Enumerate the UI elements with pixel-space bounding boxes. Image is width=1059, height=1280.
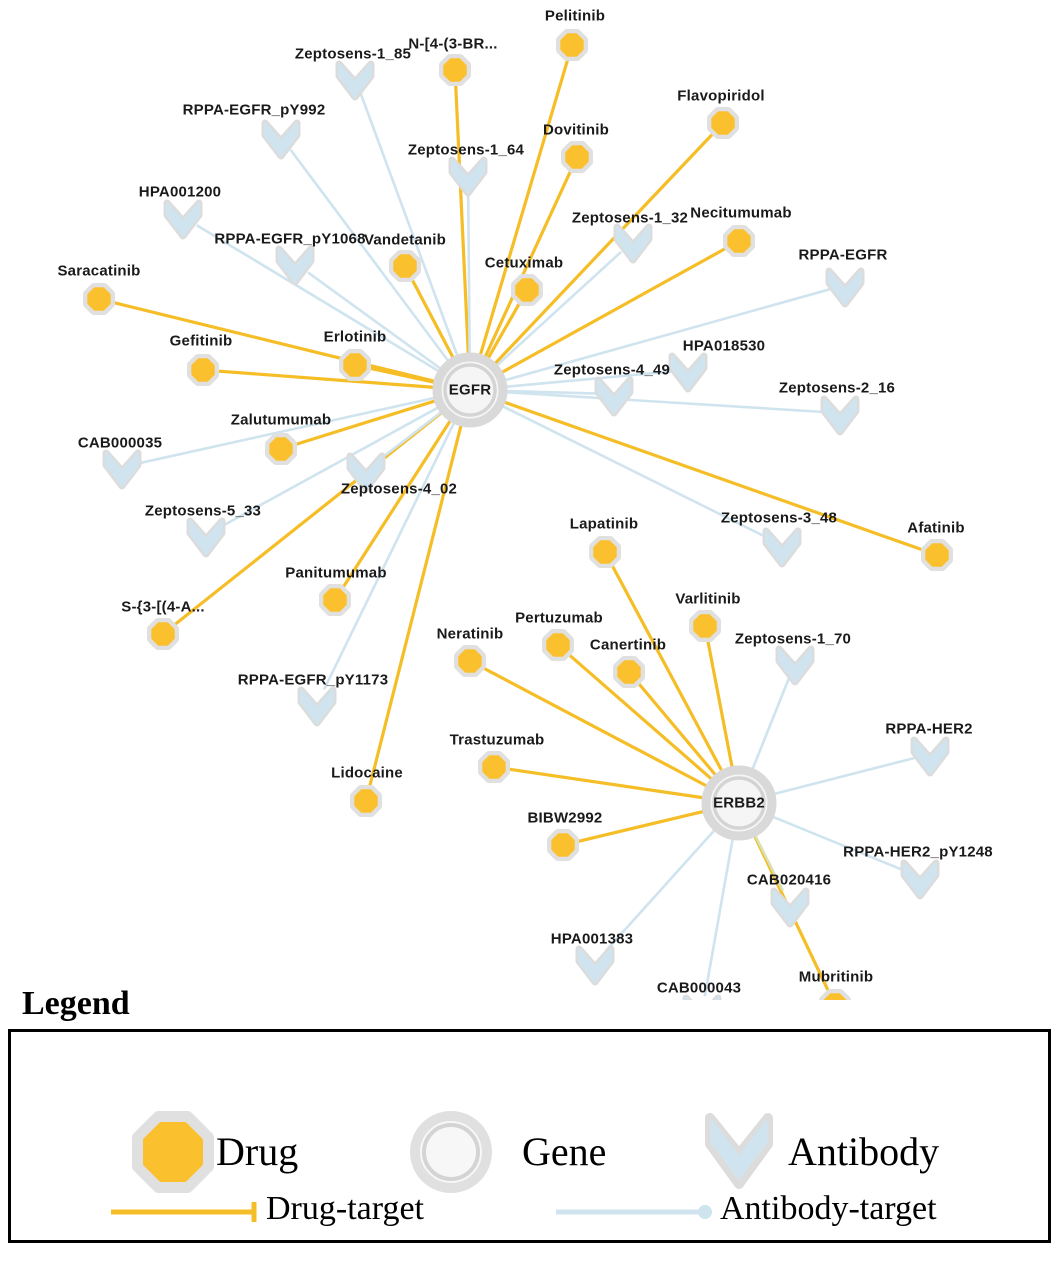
drug-node[interactable] (343, 353, 367, 377)
drug-label: S-{3-[(4-A... (121, 598, 205, 616)
antibody-label: Zeptosens-1_70 (734, 630, 852, 648)
drug-node[interactable] (393, 254, 417, 278)
legend-label-drug: Drug (216, 1129, 299, 1174)
drug-label: Canertinib (589, 636, 667, 654)
drug-node[interactable] (87, 287, 111, 311)
antibody-label: Zeptosens-4_49 (553, 361, 671, 379)
drug-label: Pelitinib (544, 7, 606, 25)
edge (344, 415, 454, 586)
drug-label: BIBW2992 (527, 809, 603, 827)
antibody-node[interactable] (579, 949, 611, 982)
drug-node[interactable] (617, 660, 641, 684)
antibody-label: RPPA-HER2 (885, 720, 973, 738)
drug-node[interactable] (560, 33, 584, 57)
edge (500, 392, 824, 412)
antibody-node[interactable] (452, 160, 484, 193)
antibody-label: RPPA-EGFR_pY1173 (237, 671, 389, 689)
edge (371, 368, 441, 383)
drug-label: N-[4-(3-BR... (408, 35, 498, 53)
drug-node[interactable] (191, 358, 215, 382)
drug-label: Zalutumumab (230, 411, 332, 429)
drug-label: Gefitinib (169, 332, 233, 350)
drug-node[interactable] (693, 614, 717, 638)
drug-node[interactable] (354, 789, 378, 813)
antibody-label: Zeptosens-2_16 (778, 379, 896, 397)
drug-node[interactable] (482, 755, 506, 779)
antibody-node[interactable] (829, 271, 861, 304)
drug-node[interactable] (551, 833, 575, 857)
drug-node[interactable] (727, 229, 751, 253)
legend-antibody-target-edge (556, 1205, 712, 1219)
drug-label: Trastuzumab (449, 731, 545, 749)
antibody-node[interactable] (766, 531, 798, 564)
edge (479, 60, 568, 361)
edge (456, 86, 469, 360)
edge (750, 678, 789, 775)
legend-gene-icon (415, 1116, 487, 1188)
drug-label: Mubritinib (798, 968, 874, 986)
edge (491, 135, 712, 369)
antibody-label: Zeptosens-5_33 (144, 502, 262, 520)
drug-label: Lidocaine (331, 764, 403, 782)
antibody-node[interactable] (190, 521, 222, 554)
legend-title: Legend (22, 985, 130, 1022)
edge (768, 758, 914, 796)
drug-node[interactable] (515, 278, 539, 302)
edge (639, 684, 719, 780)
antibody-label: Zeptosens-1_85 (294, 45, 412, 63)
edge (510, 769, 709, 798)
antibody-node[interactable] (339, 64, 371, 97)
drug-label: Cetuximab (484, 254, 564, 272)
antibody-label: RPPA-EGFR_pY992 (182, 101, 326, 119)
antibody-node[interactable] (824, 399, 856, 432)
antibody-node[interactable] (598, 380, 630, 413)
legend-drug-target-edge (111, 1202, 254, 1222)
legend-label-gene: Gene (522, 1129, 607, 1174)
drug-label: Varlitinib (675, 590, 741, 608)
legend-label-drug-target: Drug-target (266, 1190, 424, 1227)
legend (0, 985, 1059, 1243)
edge (705, 833, 734, 997)
drug-node[interactable] (565, 145, 589, 169)
drug-label: Panitumumab (285, 564, 387, 582)
antibody-label: HPA001383 (550, 930, 634, 948)
legend-box (8, 1029, 1051, 1243)
antibody-node[interactable] (167, 203, 199, 236)
legend-label-antibody: Antibody (788, 1129, 940, 1174)
antibody-node[interactable] (779, 649, 811, 682)
drug-label: Neratinib (436, 625, 504, 643)
antibody-node[interactable] (914, 740, 946, 773)
drug-label: Afatinib (907, 519, 965, 537)
drug-node[interactable] (323, 588, 347, 612)
drug-label: Pertuzumab (515, 609, 603, 627)
antibody-node[interactable] (106, 453, 138, 486)
antibody-node[interactable] (301, 690, 333, 723)
antibody-label: HPA018530 (682, 337, 766, 355)
drug-node[interactable] (546, 633, 570, 657)
drug-label: Dovitinib (543, 121, 609, 139)
legend-drug-icon (139, 1118, 207, 1186)
antibody-label: CAB000035 (77, 434, 163, 452)
antibody-label: CAB000043 (656, 979, 742, 997)
antibody-label: Zeptosens-1_32 (571, 209, 689, 227)
drug-node[interactable] (925, 543, 949, 567)
drug-node[interactable] (443, 58, 467, 82)
drug-node[interactable] (711, 111, 735, 135)
legend-label-antibody-target: Antibody-target (720, 1190, 937, 1227)
drug-node[interactable] (593, 540, 617, 564)
antibody-label: Zeptosens-4_02 (340, 480, 458, 498)
antibody-node[interactable] (617, 227, 649, 260)
drug-node[interactable] (458, 649, 482, 673)
edge (468, 190, 470, 360)
antibody-label: Zeptosens-1_64 (407, 141, 525, 159)
edge-layer (115, 60, 922, 996)
antibody-label: Zeptosens-3_48 (720, 509, 838, 527)
drug-label: Lapatinib (569, 515, 639, 533)
edge (498, 400, 922, 550)
antibody-label: RPPA-EGFR_pY1068 (214, 230, 366, 248)
drug-label: Erlotinib (323, 328, 387, 346)
gene-label-erbb2: ERBB2 (713, 794, 765, 812)
edge (308, 272, 446, 372)
drug-node[interactable] (151, 622, 175, 646)
legend-antibody-icon (710, 1118, 768, 1184)
antibody-label: CAB020416 (746, 871, 832, 889)
drug-node[interactable] (269, 437, 293, 461)
antibody-label: RPPA-HER2_pY1248 (843, 843, 993, 861)
drug-label: Flavopiridol (677, 87, 765, 105)
drug-label: Necitumumab (690, 204, 792, 222)
drug-label: Vandetanib (363, 231, 447, 249)
drug-label: Saracatinib (57, 262, 141, 280)
antibody-node[interactable] (774, 891, 806, 924)
antibody-label: RPPA-EGFR (798, 246, 888, 264)
antibody-node[interactable] (904, 863, 936, 896)
gene-label-egfr: EGFR (448, 381, 492, 399)
antibody-node[interactable] (672, 356, 704, 389)
antibody-label: HPA001200 (138, 183, 222, 201)
